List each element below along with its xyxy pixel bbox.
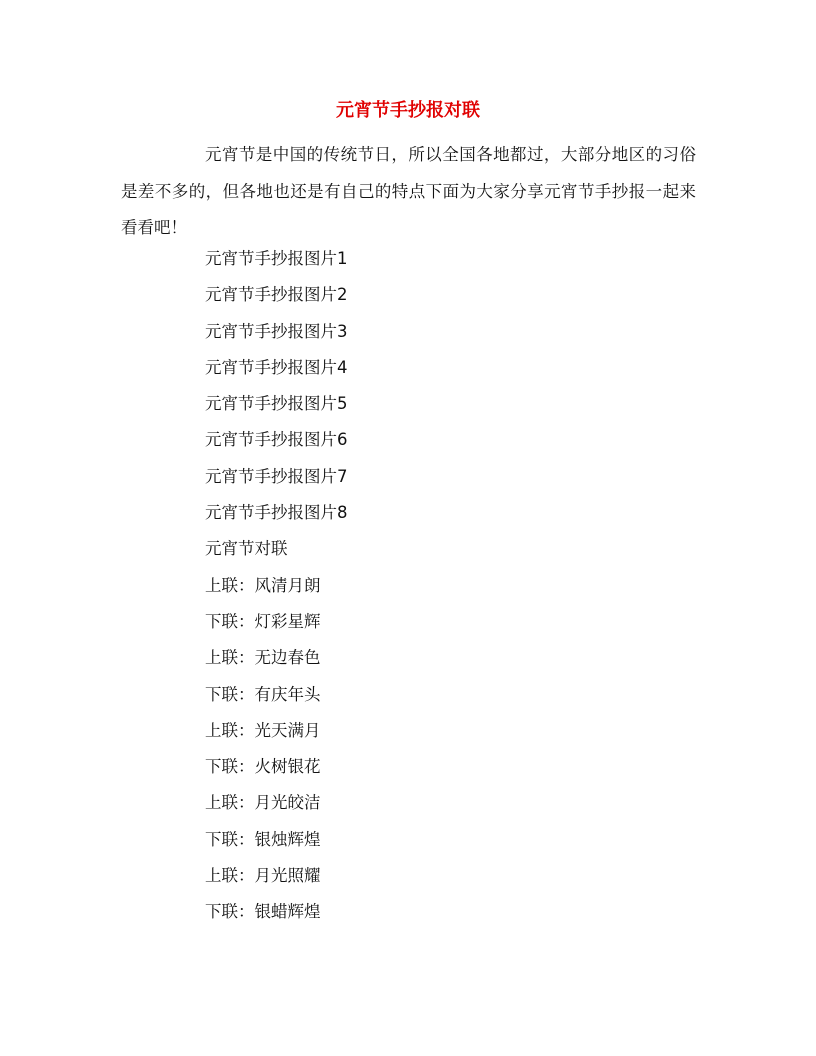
list-item: 元宵节手抄报图片3	[205, 321, 348, 341]
list-item: 元宵节手抄报图片7	[205, 466, 348, 486]
couplet-line: 上联：月光皎洁	[205, 793, 321, 813]
couplet-line: 上联：无边春色	[205, 648, 321, 668]
couplet-line: 下联：灯彩星辉	[205, 611, 321, 631]
section-heading: 元宵节对联	[205, 539, 288, 559]
list-item: 元宵节手抄报图片5	[205, 394, 348, 414]
couplet-line: 下联：有庆年头	[205, 684, 321, 704]
couplet-line: 下联：火树银花	[205, 757, 321, 777]
list-item: 元宵节手抄报图片8	[205, 503, 348, 523]
content-lines	[205, 241, 348, 931]
couplet-line: 上联：风清月朗	[205, 575, 321, 595]
couplet-line: 上联：光天满月	[205, 720, 321, 740]
page-title: 元宵节手抄报对联	[336, 100, 480, 121]
couplet-line: 上联：月光照耀	[205, 866, 321, 886]
couplet-line: 下联：银蜡辉煌	[205, 902, 321, 922]
list-item: 元宵节手抄报图片2	[205, 285, 348, 305]
list-item: 元宵节手抄报图片6	[205, 430, 348, 450]
couplet-line: 下联：银烛辉煌	[205, 829, 321, 849]
list-item: 元宵节手抄报图片1	[205, 249, 348, 268]
intro-paragraph: 元宵节是中国的传统节日，所以全国各地都过，大部分地区的习俗是差不多的，但各地也还是有自己的特点下面为大家分享元宵节手抄报一起来看看吧！	[121, 145, 696, 237]
list-item: 元宵节手抄报图片4	[205, 357, 348, 377]
